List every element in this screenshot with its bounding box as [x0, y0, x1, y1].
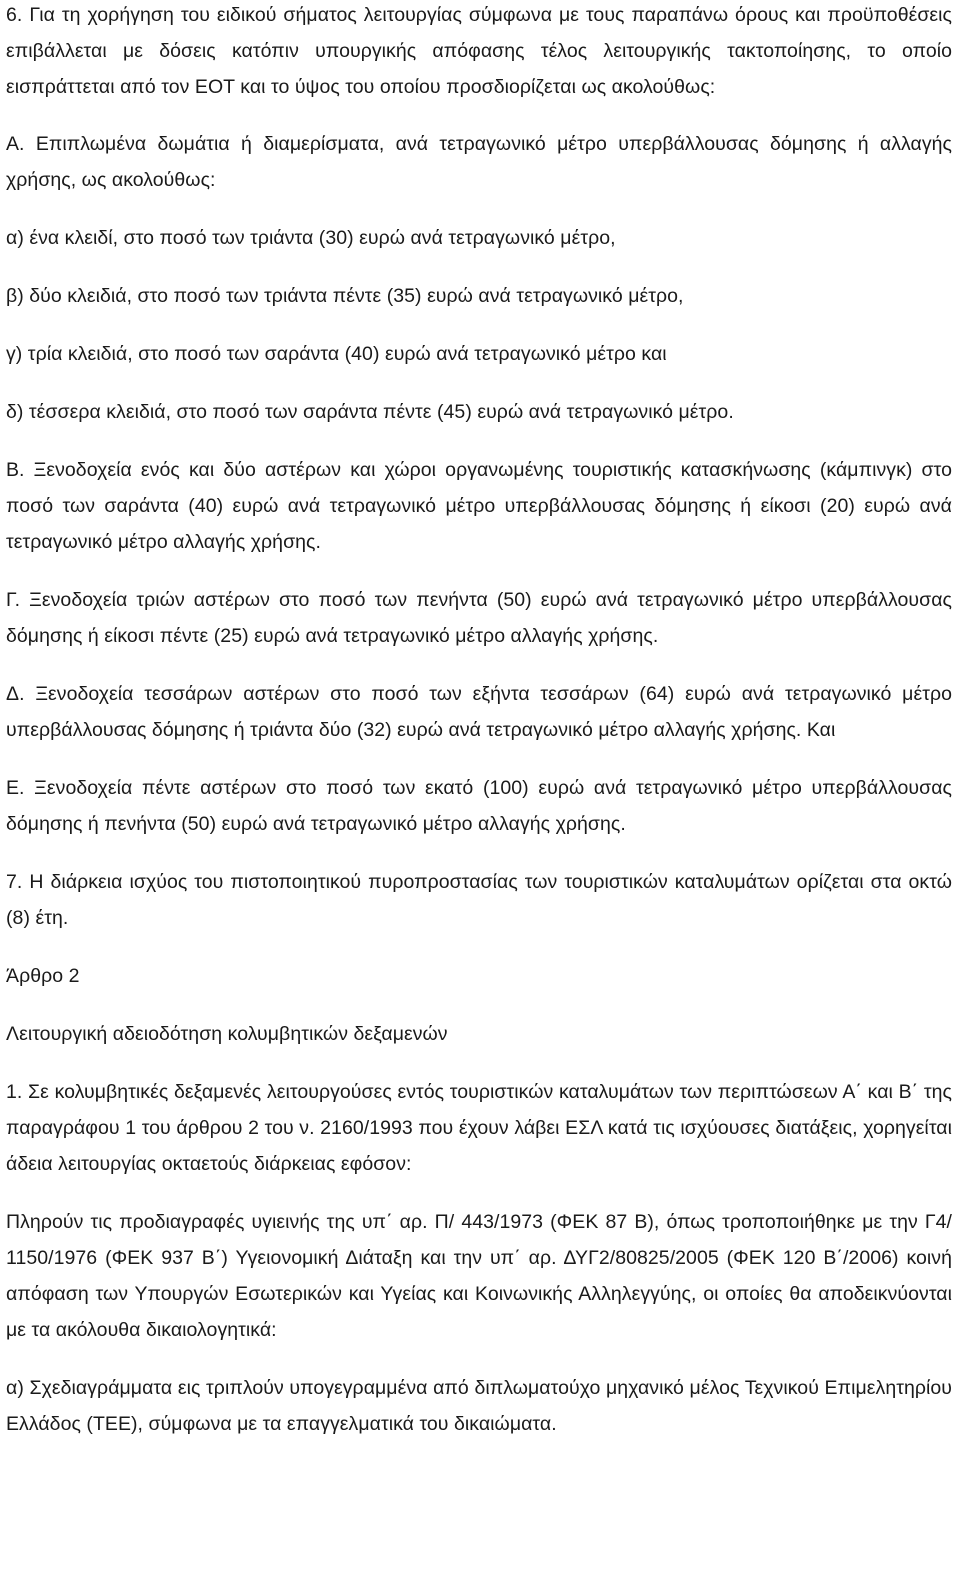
- paragraph-c-hotels-three-stars: Γ. Ξενοδοχεία τριών αστέρων στο ποσό των πενήντα (50) ευρώ ανά τετραγωνικό μέτρο υπερβάλλουσας δόμησης ή είκοσι πέντε (25) ευρώ ανά τετραγωνικό μέτρο αλλαγής χρήσης.: [6, 589, 952, 647]
- paragraph-e-hotels-five-stars: Ε. Ξενοδοχεία πέντε αστέρων στο ποσό των εκατό (100) ευρώ ανά τετραγωνικό μέτρο υπερβάλλουσας δόμησης ή πενήντα (50) ευρώ ανά τετραγωνικό μέτρο αλλαγής χρήσης.: [6, 777, 952, 835]
- paragraph-1-swimming-pools: 1. Σε κολυμβητικές δεξαμενές λειτουργούσες εντός τουριστικών καταλυμάτων των περιπτώσεων Α΄ και Β΄ της παραγράφου 1 του άρθρου 2 του ν. 2160/1993 που έχουν λάβει ΕΣΛ κατά τις ισχύουσες διατάξεις, χορηγείται άδεια λειτουργίας οκταετούς διάρκειας εφόσον:: [6, 1081, 952, 1175]
- list-item-a-drawings: α) Σχεδιαγράμματα εις τριπλούν υπογεγραμμένα από διπλωματούχο μηχανικό μέλος Τεχνικού Επιμελητηρίου Ελλάδος (ΤΕΕ), σύμφωνα με τα επαγγελματικά του δικαιώματα.: [6, 1377, 952, 1435]
- paragraph-b-hotels-one-two-stars: Β. Ξενοδοχεία ενός και δύο αστέρων και χώροι οργανωμένης τουριστικής κατασκήνωσης (κάμπινγκ) στο ποσό των σαράντα (40) ευρώ ανά τετραγωνικό μέτρο υπερβάλλουσας δόμησης ή είκοσι (20) ευρώ ανά τετραγωνικό μέτρο αλλαγής χρήσης.: [6, 459, 952, 553]
- list-item-c-three-keys: γ) τρία κλειδιά, στο ποσό των σαράντα (40) ευρώ ανά τετραγωνικό μέτρο και: [6, 343, 667, 365]
- list-item-d-four-keys: δ) τέσσερα κλειδιά, στο ποσό των σαράντα πέντε (45) ευρώ ανά τετραγωνικό μέτρο.: [6, 401, 734, 423]
- paragraph-7-fire-certificate: 7. Η διάρκεια ισχύος του πιστοποιητικού πυροπροστασίας των τουριστικών καταλυμάτων ορίζεται στα οκτώ (8) έτη.: [6, 871, 952, 929]
- document-page: [6, 0, 952, 1442]
- paragraph-6-fee-intro: 6. Για τη χορήγηση του ειδικού σήματος λειτουργίας σύμφωνα με τους παραπάνω όρους και προϋποθέσεις επιβάλλεται με δόσεις κατόπιν υπουργικής απόφασης τέλος λειτουργικής τακτοποίησης, το οποίο εισπράττεται από τον ΕΟΤ και το ύψος του οποίου προσδιορίζεται ως ακολούθως:: [6, 4, 952, 98]
- paragraph-a-furnished-rooms: Α. Επιπλωμένα δωμάτια ή διαμερίσματα, ανά τετραγωνικό μέτρο υπερβάλλουσας δόμησης ή αλλαγής χρήσης, ως ακολούθως:: [6, 133, 952, 191]
- list-item-a-one-key: α) ένα κλειδί, στο ποσό των τριάντα (30) ευρώ ανά τετραγωνικό μέτρο,: [6, 227, 616, 249]
- paragraph-hygiene-specs: Πληρούν τις προδιαγραφές υγιεινής της υπ΄ αρ. Π/ 443/1973 (ΦΕΚ 87 Β), όπως τροποποιήθηκε με την Γ4/ 1150/1976 (ΦΕΚ 937 Β΄) Υγειονομική Διάταξη και την υπ΄ αρ. ΔΥΓ2/80825/2005 (ΦΕΚ 120 Β΄/2006) κοινή απόφαση των Υπουργών Εσωτερικών και Υγείας και Κοινωνικής Αλληλεγγύης, οι οποίες θα αποδεικνύονται με τα ακόλουθα δικαιολογητικά:: [6, 1211, 952, 1341]
- list-item-b-two-keys: β) δύο κλειδιά, στο ποσό των τριάντα πέντε (35) ευρώ ανά τετραγωνικό μέτρο,: [6, 285, 684, 307]
- paragraph-d-hotels-four-stars: Δ. Ξενοδοχεία τεσσάρων αστέρων στο ποσό των εξήντα τεσσάρων (64) ευρώ ανά τετραγωνικό μέτρο υπερβάλλουσας δόμησης ή τριάντα δύο (32) ευρώ ανά τετραγωνικό μέτρο αλλαγής χρήσης. Και: [6, 683, 952, 741]
- article-heading: Άρθρο 2: [6, 965, 80, 987]
- article-title: Λειτουργική αδειοδότηση κολυμβητικών δεξαμενών: [6, 1023, 448, 1045]
